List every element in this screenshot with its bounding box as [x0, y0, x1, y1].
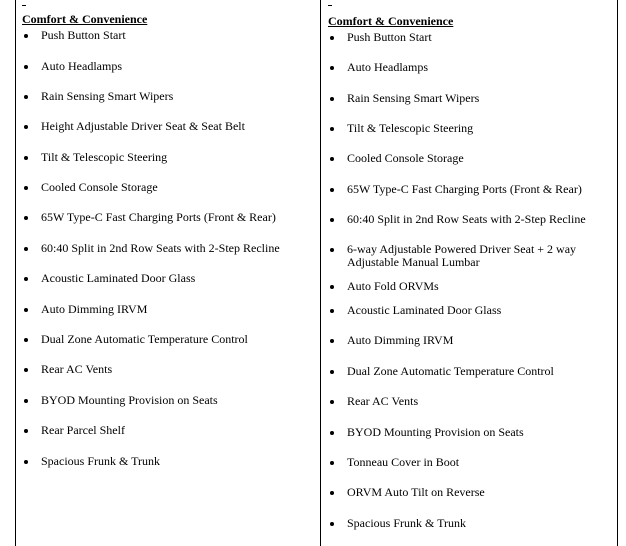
feature-text: Tilt & Telescopic Steering [347, 121, 474, 135]
feature-text: Auto Fold ORVMs [347, 279, 439, 293]
bullet-icon [24, 368, 28, 372]
feature-item [328, 304, 598, 317]
feature-item [22, 394, 312, 407]
feature-text: Rear AC Vents [347, 394, 419, 408]
feature-item [22, 151, 312, 164]
feature-item [22, 363, 312, 376]
bullet-icon [330, 97, 334, 101]
bullet-icon [24, 460, 28, 464]
feature-text: 65W Type-C Fast Charging Ports (Front & Rear) [347, 182, 582, 196]
feature-text: Cooled Console Storage [347, 151, 464, 165]
feature-item [328, 92, 598, 105]
feature-item [22, 424, 312, 437]
feature-item [328, 486, 598, 499]
bullet-icon [330, 339, 334, 343]
feature-text: Auto Headlamps [347, 60, 428, 74]
feature-item [22, 455, 312, 468]
feature-text: Spacious Frunk & Trunk [41, 454, 161, 468]
feature-item [328, 426, 598, 439]
feature-item [328, 183, 598, 196]
bullet-icon [330, 66, 334, 70]
feature-text: Auto Dimming IRVM [41, 302, 148, 316]
feature-text: Dual Zone Automatic Temperature Control [347, 364, 554, 378]
bullet-icon [24, 156, 28, 160]
feature-text: ORVM Auto Tilt on Reverse [347, 485, 485, 499]
bullet-icon [330, 248, 334, 252]
feature-item [22, 29, 312, 42]
feature-text: Auto Headlamps [41, 59, 122, 73]
feature-text: 65W Type-C Fast Charging Ports (Front & Rear) [41, 210, 276, 224]
feature-item [328, 61, 598, 74]
column-divider [320, 0, 321, 546]
bullet-icon [330, 36, 334, 40]
feature-text: Rear Parcel Shelf [41, 423, 125, 437]
feature-text: 60:40 Split in 2nd Row Seats with 2-Step Recline [347, 212, 586, 226]
feature-text: Push Button Start [347, 30, 432, 44]
feature-item [328, 122, 598, 135]
bullet-icon [24, 34, 28, 38]
bullet-icon [330, 370, 334, 374]
feature-item [328, 243, 598, 269]
bullet-icon [330, 157, 334, 161]
feature-item [22, 272, 312, 285]
feature-item [328, 456, 598, 469]
feature-text: Spacious Frunk & Trunk [347, 516, 467, 530]
feature-item [22, 90, 312, 103]
bullet-icon [330, 309, 334, 313]
bullet-icon [24, 95, 28, 99]
feature-item [22, 60, 312, 73]
feature-item [22, 333, 312, 346]
feature-text: BYOD Mounting Provision on Seats [41, 393, 218, 407]
feature-item [328, 517, 598, 530]
bullet-icon [330, 491, 334, 495]
feature-text: 6-way Adjustable Powered Driver Seat + 2 way Adjustable Manual Lumbar [347, 242, 577, 269]
feature-item [328, 365, 598, 378]
bullet-icon [24, 247, 28, 251]
feature-item [22, 303, 312, 316]
feature-item [22, 242, 312, 255]
bullet-icon [330, 461, 334, 465]
dash-mark [328, 5, 332, 6]
bullet-icon [24, 125, 28, 129]
feature-text: Cooled Console Storage [41, 180, 158, 194]
feature-item [22, 211, 312, 224]
feature-item [328, 213, 598, 226]
feature-item [22, 181, 312, 194]
bullet-icon [330, 218, 334, 222]
feature-text: Push Button Start [41, 28, 126, 42]
feature-text: Tilt & Telescopic Steering [41, 150, 168, 164]
feature-text: Rain Sensing Smart Wipers [347, 91, 480, 105]
bullet-icon [330, 400, 334, 404]
feature-item [328, 31, 598, 44]
feature-item [328, 395, 598, 408]
bullet-icon [24, 65, 28, 69]
bullet-icon [330, 127, 334, 131]
bullet-icon [24, 277, 28, 281]
bullet-icon [24, 186, 28, 190]
left-heading: Comfort & Convenience [22, 12, 148, 26]
feature-text: BYOD Mounting Provision on Seats [347, 425, 524, 439]
feature-text: Rain Sensing Smart Wipers [41, 89, 174, 103]
feature-text: 60:40 Split in 2nd Row Seats with 2-Step Recline [41, 241, 280, 255]
bullet-icon [330, 431, 334, 435]
feature-text: Acoustic Laminated Door Glass [41, 271, 196, 285]
feature-text: Dual Zone Automatic Temperature Control [41, 332, 248, 346]
bullet-icon [24, 399, 28, 403]
feature-text: Tonneau Cover in Boot [347, 455, 460, 469]
bullet-icon [24, 308, 28, 312]
right-heading: Comfort & Convenience [328, 14, 454, 28]
dash-mark [22, 5, 26, 6]
feature-item [328, 280, 598, 293]
feature-text: Auto Dimming IRVM [347, 333, 454, 347]
feature-item [328, 334, 598, 347]
feature-text: Acoustic Laminated Door Glass [347, 303, 502, 317]
feature-text: Height Adjustable Driver Seat & Seat Belt [41, 119, 245, 133]
feature-text: Rear AC Vents [41, 362, 113, 376]
bullet-icon [330, 522, 334, 526]
bullet-icon [24, 429, 28, 433]
feature-item [22, 120, 312, 133]
bullet-icon [24, 216, 28, 220]
bullet-icon [24, 338, 28, 342]
bullet-icon [330, 188, 334, 192]
bullet-icon [330, 285, 334, 289]
feature-item [328, 152, 598, 165]
